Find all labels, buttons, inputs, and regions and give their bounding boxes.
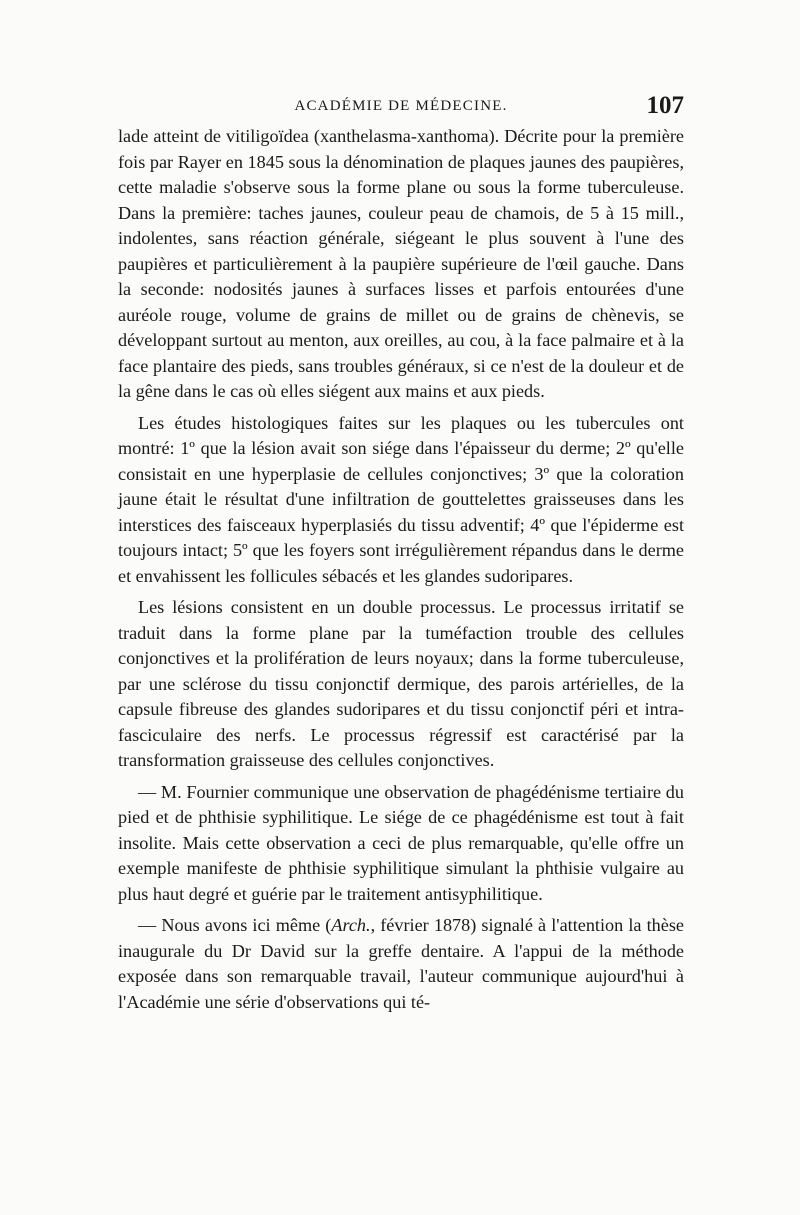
running-head [118,92,684,122]
running-title: ACADÉMIE DE MÉDECINE. [294,98,508,114]
dental-graft-text-after-citation: , février 1878) signalé à l'attention la thèse inaugurale du Dr David sur la greffe dentaire. A l'appui de la méthode exposée dans son remarquable travail, l'auteur communique aujourd'hui à l'Académie une série d'observations qui té- [118,915,684,1012]
paragraph-dental-graft [118,913,684,1015]
dental-graft-text-before-citation: — Nous avons ici même ( [138,915,332,935]
archives-citation: Arch. [331,915,371,935]
paragraph-histological-studies: Les études histologiques faites sur les plaques ou les tubercules ont montré: 1º que la lésion avait son siége dans l'épaisseur du derme; 2º qu'elle consistait en une hyperplasie de cellules conjonctives; 3º que la coloration jaune était le résultat d'une infiltration de gouttelettes graisseuses dans les interstices des faisceaux hyperplasiés du tissu adventif; 4º que l'épiderme est toujours intact; 5º que les foyers sont irrégulièrement répandus dans le derme et envahissent les follicules sébacés et les glandes sudoripares. [118,412,684,586]
page-number: 107 [646,92,684,119]
body-text [118,124,684,1015]
paragraph-xanthelasma-description: lade atteint de vitiligoïdea (xanthelasma-xanthoma). Décrite pour la première fois par Rayer en 1845 sous la dénomination de plaques jaunes des paupières, cette maladie s'observe sous la forme plane ou sous la forme tuberculeuse. Dans la première: taches jaunes, couleur peau de chamois, de 5 à 15 mill., indolentes, sans réaction générale, siégeant le plus souvent à l'une des paupières et particulièrement à la paupière supérieure de l'œil gauche. Dans la seconde: nodosités jaunes à surfaces lisses et parfois entourées d'une auréole rouge, volume de grains de millet ou de grains de chènevis, se développant surtout au menton, aux oreilles, au cou, à la face palmaire et à la face plantaire des pieds, sans troubles généraux, si ce n'est de la douleur et de la gêne dans le cas où elles siégent aux mains et aux pieds. [118,126,684,401]
paragraph-lesions: Les lésions consistent en un double processus. Le processus irritatif se traduit dans la forme plane par la tuméfaction trouble des cellules conjonctives et la prolifération de leurs noyaux; dans la forme tuberculeuse, par une sclérose du tissu conjonctif dermique, des parois artérielles, de la capsule fibreuse des glandes sudoripares et du tissu conjonctif péri et intra-fasciculaire des nerfs. Le processus régressif est caractérisé par la transformation graisseuse des cellules conjonctives. [118,597,684,770]
paragraph-fournier-observation: — M. Fournier communique une observation de phagédénisme tertiaire du pied et de phthisie syphilitique. Le siége de ce phagédénisme est tout à fait insolite. Mais cette observation a ceci de plus remarquable, qu'elle offre un exemple manifeste de phthisie syphilitique simulant la phthisie vulgaire au plus haut degré et guérie par le traitement antisyphilitique. [118,781,684,904]
